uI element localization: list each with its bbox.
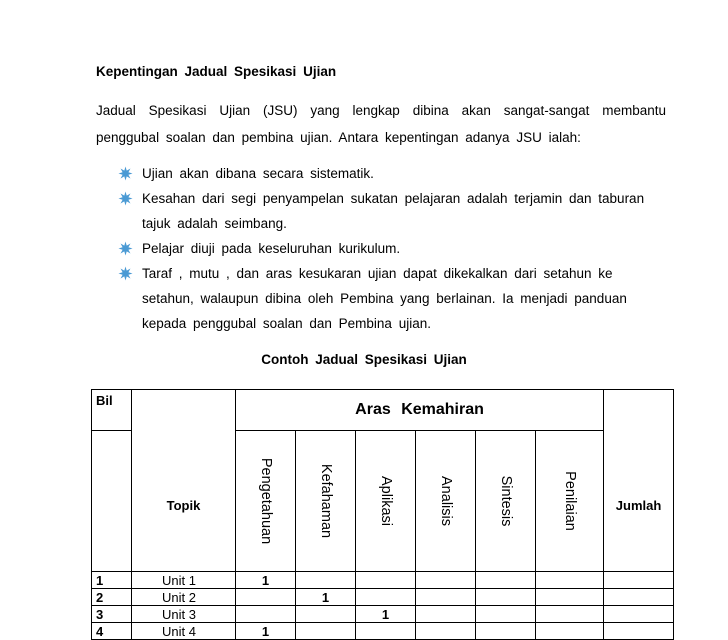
intro-paragraph: Jadual Spesikasi Ujian (JSU) yang lengkap dibina akan sangat-sangat membantu penggubal soalan dan pembina ujian. Antara kepentingan adanya JSU ialah:: [96, 103, 666, 145]
cell-pengetahuan: 1: [236, 572, 296, 589]
cell-penilaian: [536, 606, 604, 623]
row-topik: Unit 3: [132, 606, 236, 623]
level-label: Penilaian: [561, 471, 578, 531]
cell-analisis: [416, 572, 476, 589]
row-bil: 2: [92, 589, 132, 606]
list-item-text: Ujian akan dibana secara sistematik.: [142, 166, 374, 181]
row-topik: Unit 2: [132, 589, 236, 606]
cell-analisis: [416, 623, 476, 640]
cell-sintesis: [476, 606, 536, 623]
table-row: [92, 623, 674, 640]
row-bil: 3: [92, 606, 132, 623]
level-label: Pengetahuan: [257, 457, 274, 545]
cell-sintesis: [476, 572, 536, 589]
cell-aplikasi: [356, 572, 416, 589]
level-header-aplikasi: [356, 431, 416, 572]
aras-kemahiran-header: Aras Kemahiran: [236, 390, 604, 431]
jsu-table: [91, 389, 674, 640]
cell-kefahaman: [296, 623, 356, 640]
cell-penilaian: [536, 589, 604, 606]
level-label: Kefahaman: [317, 463, 334, 539]
level-header-sintesis: [476, 431, 536, 572]
cell-aplikasi: 1: [356, 606, 416, 623]
cell-aplikasi: [356, 589, 416, 606]
cell-jumlah: [604, 606, 674, 623]
cell-pengetahuan: 1: [236, 623, 296, 640]
level-header-penilaian: [536, 431, 604, 572]
row-topik: Unit 4: [132, 623, 236, 640]
level-label: Analisis: [437, 476, 454, 526]
cell-kefahaman: [296, 572, 356, 589]
list-item: [118, 261, 670, 336]
list-item-text: Pelajar diuji pada keseluruhan kurikulum.: [142, 241, 401, 256]
level-label: Sintesis: [497, 475, 514, 527]
table-row: [92, 572, 674, 589]
cell-jumlah: [604, 623, 674, 640]
cell-jumlah: [604, 572, 674, 589]
row-bil: 4: [92, 623, 132, 640]
bil-header: Bil: [92, 390, 132, 431]
bil-header-spacer: [92, 431, 132, 572]
cell-penilaian: [536, 623, 604, 640]
cell-sintesis: [476, 589, 536, 606]
row-bil: 1: [92, 572, 132, 589]
table-caption: Contoh Jadual Spesikasi Ujian: [261, 352, 467, 367]
gear-bullet-icon: [118, 241, 133, 256]
cell-pengetahuan: [236, 589, 296, 606]
importance-list: [118, 161, 670, 336]
level-header-kefahaman: [296, 431, 356, 572]
cell-analisis: [416, 589, 476, 606]
gear-bullet-icon: [118, 266, 133, 281]
cell-jumlah: [604, 589, 674, 606]
level-header-analisis: [416, 431, 476, 572]
list-item-text: Kesahan dari segi penyampelan sukatan pelajaran adalah terjamin dan taburan tajuk adalah seimbang.: [142, 191, 645, 231]
gear-bullet-icon: [118, 166, 133, 181]
level-label: Aplikasi: [377, 476, 394, 526]
topik-header: Topik: [132, 390, 236, 572]
list-item: [118, 236, 670, 261]
cell-penilaian: [536, 572, 604, 589]
section-heading: Kepentingan Jadual Spesikasi Ujian: [96, 64, 337, 79]
cell-kefahaman: 1: [296, 589, 356, 606]
cell-aplikasi: [356, 623, 416, 640]
cell-pengetahuan: [236, 606, 296, 623]
list-item: [118, 186, 670, 236]
cell-analisis: [416, 606, 476, 623]
list-item: [118, 161, 670, 186]
table-row: [92, 606, 674, 623]
cell-kefahaman: [296, 606, 356, 623]
level-header-pengetahuan: [236, 431, 296, 572]
row-topik: Unit 1: [132, 572, 236, 589]
jumlah-header: Jumlah: [604, 390, 674, 572]
gear-bullet-icon: [118, 191, 133, 206]
list-item-text: Taraf , mutu , dan aras kesukaran ujian dapat dikekalkan dari setahun ke setahun, walaupun dibina oleh Pembina yang berlainan. Ia menjadi panduan kepada penggubal soalan dan Pembina ujian.: [142, 266, 627, 331]
cell-sintesis: [476, 623, 536, 640]
table-row: [92, 589, 674, 606]
